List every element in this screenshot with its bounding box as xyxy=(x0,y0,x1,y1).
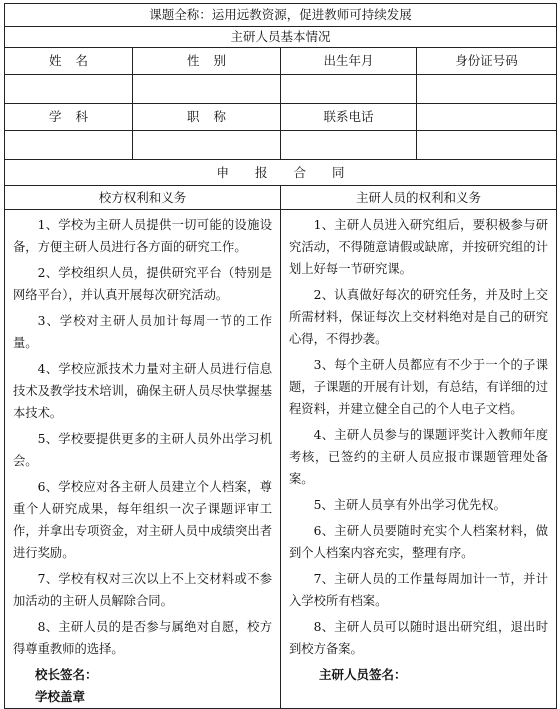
member-clause-2: 2、认真做好每次的研究任务，并及时上交所需材料，保证每次上交材料绝对是自己的研究心得，不得抄袭。 xyxy=(289,288,549,346)
school-clause-3: 3、学校对主研人员加计每周一节的工作量。 xyxy=(13,314,272,350)
school-clause-2: 2、学校组织人员，提供研究平台（特别是网络平台），并认真开展每次研究活动。 xyxy=(13,266,272,302)
birth-date-field[interactable] xyxy=(281,75,417,104)
gender-field[interactable] xyxy=(133,75,281,104)
member-rights-heading: 主研人员的权利和义务 xyxy=(281,186,557,210)
school-rights-content xyxy=(5,210,281,709)
principal-signature-label: 校长签名： xyxy=(35,667,98,682)
school-clause-5: 5、学校要提供更多的主研人员外出学习机会。 xyxy=(13,432,272,468)
form-table xyxy=(4,3,557,709)
school-clause-1: 1、学校为主研人员提供一切可能的设施设备，方便主研人员进行各方面的研究工作。 xyxy=(13,218,272,254)
title-label: 职称 xyxy=(133,104,281,131)
phone-field[interactable] xyxy=(281,131,417,160)
member-clause-1: 1、主研人员进入研究组后，要积极参与研究活动，不得随意请假或缺席，并按研究组的计划上好每一节研究课。 xyxy=(289,218,549,276)
contract-heading: 申报合同 xyxy=(5,160,557,186)
title-field[interactable] xyxy=(133,131,281,160)
topic-title: 课题全称：运用远教资源，促进教师可持续发展 xyxy=(5,4,557,27)
school-rights-heading: 校方权利和义务 xyxy=(5,186,281,210)
subject-field[interactable] xyxy=(5,131,133,160)
extra-label-cell xyxy=(417,104,557,131)
id-number-label: 身份证号码 xyxy=(417,48,557,75)
application-form xyxy=(4,3,556,704)
school-seal-label: 学校盖章 xyxy=(35,689,86,704)
member-clause-5: 5、主研人员享有外出学习优先权。 xyxy=(313,498,506,512)
extra-field[interactable] xyxy=(417,131,557,160)
school-clause-7: 7、学校有权对三次以上不上交材料或不参加活动的主研人员解除合同。 xyxy=(13,572,272,608)
member-clause-3: 3、每个主研人员都应有不少于一个的子课题，子课题的开展有计划，有总结，有详细的过程资料，并建立健全自己的个人电子文档。 xyxy=(289,358,549,416)
id-number-field[interactable] xyxy=(417,75,557,104)
name-label: 姓名 xyxy=(5,48,133,75)
member-rights-content xyxy=(281,210,557,709)
school-clause-4: 4、学校应派技术力量对主研人员进行信息技术及教学技术培训，确保主研人员尽快掌握基本技术。 xyxy=(13,362,272,420)
subject-label: 学科 xyxy=(5,104,133,131)
member-clause-4: 4、主研人员参与的课题评奖计入教师年度考核，已签约的主研人员应报市课题管理处备案。 xyxy=(289,428,549,486)
gender-label: 性别 xyxy=(133,48,281,75)
birth-date-label: 出生年月 xyxy=(281,48,417,75)
school-clause-6: 6、学校应对各主研人员建立个人档案，尊重个人研究成果，每年组织一次子课题评审工作，并拿出专项资金，对主研人员中成绩突出者进行奖励。 xyxy=(13,480,272,560)
member-clause-6: 6、主研人员要随时充实个人档案材料，做到个人档案内容充实，整理有序。 xyxy=(289,524,549,560)
member-signature-label: 主研人员签名： xyxy=(319,667,407,682)
basic-info-heading: 主研人员基本情况 xyxy=(5,27,557,48)
member-clause-8: 8、主研人员可以随时退出研究组，退出时到校方备案。 xyxy=(289,620,549,656)
school-clause-8: 8、主研人员的是否参与属绝对自愿，校方得尊重教师的选择。 xyxy=(13,620,272,656)
name-field[interactable] xyxy=(5,75,133,104)
phone-label: 联系电话 xyxy=(281,104,417,131)
member-clause-7: 7、主研人员的工作量每周加计一节，并计入学校所有档案。 xyxy=(289,572,549,608)
